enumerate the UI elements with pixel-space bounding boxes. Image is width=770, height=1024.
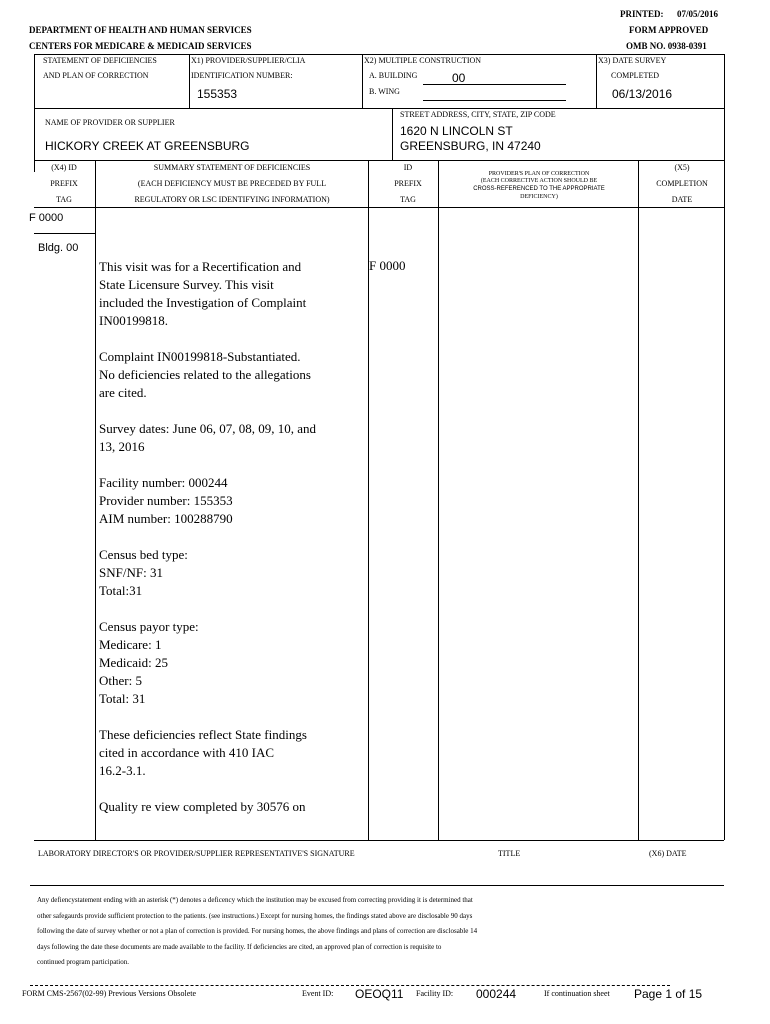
plan-header: PROVIDER'S PLAN OF CORRECTION [488,171,590,177]
column-rule [95,160,96,840]
provider-id: 155353 [197,87,238,101]
summary-line: Quality re view completed by 30576 on [99,799,306,814]
x3-label: X3) DATE SURVEY [598,56,667,65]
form-approved: FORM APPROVED [629,25,709,35]
summary-line: IN00199818. [99,313,168,328]
summary-line: Medicaid: 25 [99,655,168,670]
disclaimer-line: days following the date these documents are made available to the facility. If deficiencies are cited, an approved plan of correction is requisite to [37,942,442,951]
page-number: Page 1 of 15 [634,987,703,1001]
rule [30,985,670,986]
summary-line: No deficiencies related to the allegations [99,367,311,382]
x5-header: (X5) [674,163,690,172]
event-id-label: Event ID: [302,989,334,998]
column-rule [438,160,439,840]
summary-line: included the Investigation of Complaint [99,295,307,310]
summary-header-2: (EACH DEFICIENCY MUST BE PRECEDED BY FULL [137,179,327,188]
summary-line [99,600,363,618]
rule [392,108,393,160]
completion-header: COMPLETION [656,179,708,188]
facility-id: 000244 [476,987,517,1001]
event-id: OEOQ11 [355,987,404,1001]
rule [34,160,724,161]
rule [34,108,35,160]
column-rule [638,160,639,840]
summary-line [99,528,363,546]
centers-name: CENTERS FOR MEDICARE & MEDICAID SERVICES [29,41,252,51]
facility-id-label: Facility ID: [416,989,454,998]
x3-label-2: COMPLETED [611,71,659,80]
x4-prefix-header: PREFIX [50,179,78,188]
summary-statement [99,258,363,816]
address-line2: GREENSBURG, IN 47240 [400,139,541,153]
summary-line: SNF/NF: 31 [99,565,163,580]
summary-line: Medicare: 1 [99,637,162,652]
rule [34,54,724,55]
rule [34,840,724,841]
rule [34,108,724,109]
summary-line: This visit was for a Recertification and [99,259,302,274]
continuation-label: If continuation sheet [544,989,610,998]
plan-header-4: DEFICIENCY) [520,194,558,200]
right-tag: F 0000 [369,258,406,273]
id-header: ID [403,163,413,172]
summary-line [99,402,363,420]
signature-label: LABORATORY DIRECTOR'S OR PROVIDER/SUPPLIER REPRESENTATIVE'S SIGNATURE [38,849,355,858]
summary-line: are cited. [99,385,147,400]
rule [34,54,35,108]
building-value: 00 [452,71,466,85]
rule [724,108,725,160]
building-label: A. BUILDING [369,71,418,80]
summary-line: Census bed type: [99,547,188,562]
summary-header-3: REGULATORY OR LSC IDENTIFYING INFORMATION) [134,195,330,204]
title-label: TITLE [498,849,521,858]
rule [30,885,724,886]
summary-line [99,456,363,474]
x1-label: X1) PROVIDER/SUPPLIER/CLIA [191,56,306,65]
disclaimer-line: other safegaurds provide sufficient protection to the patients. (see instructions.) Except for nursing homes, the findings stated above are disclosable 90 days [37,911,473,920]
x4-id-header: (X4) ID [51,163,77,172]
rule [724,54,725,108]
id-tag-header: TAG [400,195,416,204]
tag-cell-rule [34,233,95,234]
printed-date: 07/05/2016 [677,9,719,19]
rule [34,160,35,172]
summary-line: 13, 2016 [99,439,145,454]
wing-underline [423,100,566,101]
survey-date: 06/13/2016 [612,87,673,101]
summary-header: SUMMARY STATEMENT OF DEFICIENCIES [153,163,311,172]
summary-line: Facility number: 000244 [99,475,228,490]
summary-line: cited in accordance with 410 IAC [99,745,275,760]
summary-line [99,330,363,348]
rule [596,54,597,108]
wing-label: B. WING [369,87,400,96]
plan-header-3: CROSS-REFERENCED TO THE APPROPRIATE [473,186,605,192]
summary-line: These deficiencies reflect State findings [99,727,307,742]
summary-line: State Licensure Survey. This visit [99,277,274,292]
plan-header-2: (EACH CORRECTIVE ACTION SHOULD BE [480,178,598,184]
date-header: DATE [671,195,693,204]
summary-line: AIM number: 100288790 [99,511,233,526]
plan-label: AND PLAN OF CORRECTION [43,71,149,80]
address-line1: 1620 N LINCOLN ST [400,124,513,138]
x4-tag-header: TAG [56,195,72,204]
summary-line: Total:31 [99,583,143,598]
disclaimer-line: Any defiencystatement ending with an asterisk (*) denotes a deficency which the institution may be excused from correcting providing it is determined that [37,896,473,904]
disclaimer-line: continued program participation. [37,958,129,966]
summary-line: Total: 31 [99,691,146,706]
disclaimer-line: following the date of survey whether or not a plan of correction is provided. For nursing homes, the above findings and plans of correction are disclosable 14 [37,927,478,935]
printed-label: PRINTED: [620,9,664,19]
building-underline [423,84,566,85]
provider-name-label: NAME OF PROVIDER OR SUPPLIER [45,118,175,127]
x6-date-label: (X6) DATE [649,849,687,858]
rule [362,54,363,108]
summary-line: 16.2-3.1. [99,763,146,778]
summary-line: Complaint IN00199818-Substantiated. [99,349,301,364]
summary-line: Other: 5 [99,673,142,688]
x2-label: X2) MULTIPLE CONSTRUCTION [364,56,482,65]
address-label: STREET ADDRESS, CITY, STATE, ZIP CODE [400,110,556,119]
disclaimer [37,893,727,971]
column-rule [724,160,725,840]
x1-label-2: IDENTIFICATION NUMBER: [191,71,293,80]
summary-line: Census payor type: [99,619,199,634]
rule [34,207,724,208]
left-tag: F 0000 [29,212,64,224]
department-name: DEPARTMENT OF HEALTH AND HUMAN SERVICES [29,25,252,35]
id-prefix-header: PREFIX [394,179,422,188]
rule [189,54,190,108]
building-tag: Bldg. 00 [38,242,79,254]
summary-line [99,780,363,798]
form-id: FORM CMS-2567(02-99) Previous Versions Obsolete [22,989,197,998]
omb-number: OMB NO. 0938-0391 [626,41,707,51]
summary-line [99,708,363,726]
statement-label: STATEMENT OF DEFICIENCIES [43,56,157,65]
summary-line: Survey dates: June 06, 07, 08, 09, 10, and [99,421,317,436]
provider-name: HICKORY CREEK AT GREENSBURG [45,139,250,153]
summary-line: Provider number: 155353 [99,493,233,508]
